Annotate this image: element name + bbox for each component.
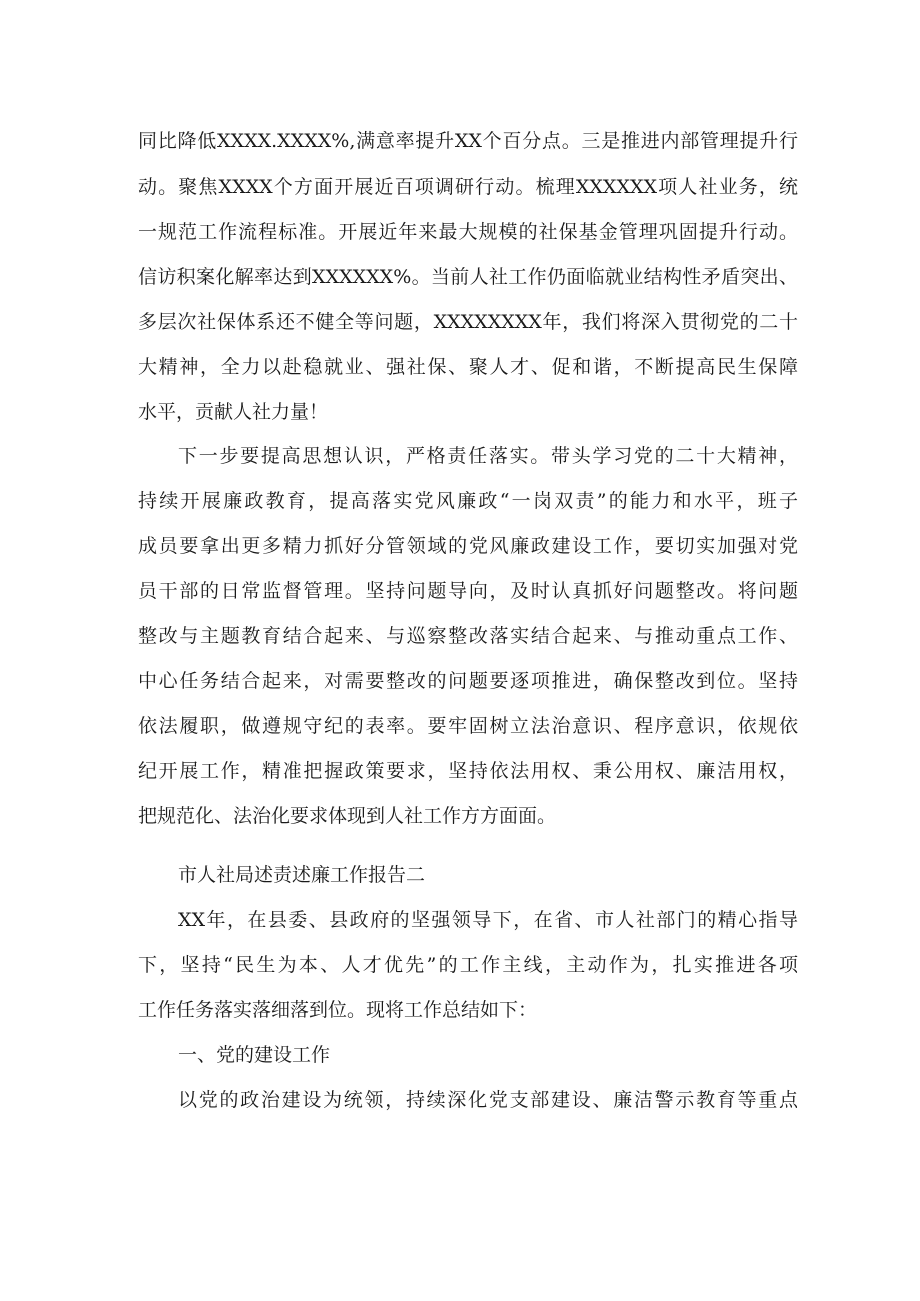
paragraph-line: 纪开展工作，精准把握政策要求，坚持依法用权、秉公用权、廉洁用权， [138, 760, 798, 782]
paragraph-line: 把规范化、法治化要求体现到人社工作方方面面。 [138, 805, 557, 827]
subsection-heading: 一、党的建设工作 [178, 1044, 331, 1066]
paragraph-line: 大精神，全力以赴稳就业、强社保、聚人才、促和谐，不断提高民生保障 [138, 356, 798, 378]
paragraph-line: 成员要拿出更多精力抓好分管领域的党风廉政建设工作，要切实加强对党 [138, 535, 798, 557]
paragraph-line: 整改与主题教育结合起来、与巡察整改落实结合起来、与推动重点工作、 [138, 625, 798, 647]
paragraph-line: 水平，贡献人社力量！ [138, 401, 329, 423]
paragraph-first-line: 以党的政治建设为统领，持续深化党支部建设、廉洁警示教育等重点 [178, 1089, 798, 1111]
paragraph-line: 员干部的日常监督管理。坚持问题导向，及时认真抓好问题整改。将问题 [138, 580, 798, 602]
paragraph-line: 中心任务结合起来，对需要整改的问题要逐项推进，确保整改到位。坚持 [138, 670, 798, 692]
paragraph-line: 同比降低XXXX.XXXX%,满意率提升XX个百分点。三是推进内部管理提升行 [138, 130, 798, 152]
paragraph-line: 多层次社保体系还不健全等问题，XXXXXXXX年，我们将深入贯彻党的二十 [138, 311, 798, 333]
section-title: 市人社局述责述廉工作报告二 [178, 864, 426, 886]
paragraph-line: 工作任务落实落细落到位。现将工作总结如下： [138, 999, 538, 1021]
paragraph-line: 信访积案化解率达到XXXXXX%。当前人社工作仍面临就业结构性矛盾突出、 [138, 266, 798, 288]
paragraph-line: 依法履职，做遵规守纪的表率。要牢固树立法治意识、程序意识，依规依 [138, 715, 798, 737]
paragraph-first-line: 下一步要提高思想认识，严格责任落实。带头学习党的二十大精神， [178, 445, 798, 467]
paragraph-line: 动。聚焦XXXX个方面开展近百项调研行动。梳理XXXXXX项人社业务，统 [138, 176, 798, 198]
paragraph-first-line: XX年，在县委、县政府的坚强领导下，在省、市人社部门的精心指导 [178, 909, 798, 931]
paragraph-line: 下，坚持“民生为本、人才优先”的工作主线，主动作为，扎实推进各项 [138, 954, 798, 976]
paragraph-line: 持续开展廉政教育，提高落实党风廉政“一岗双责”的能力和水平，班子 [138, 490, 798, 512]
paragraph-line: 一规范工作流程标准。开展近年来最大规模的社保基金管理巩固提升行动。 [138, 221, 798, 243]
